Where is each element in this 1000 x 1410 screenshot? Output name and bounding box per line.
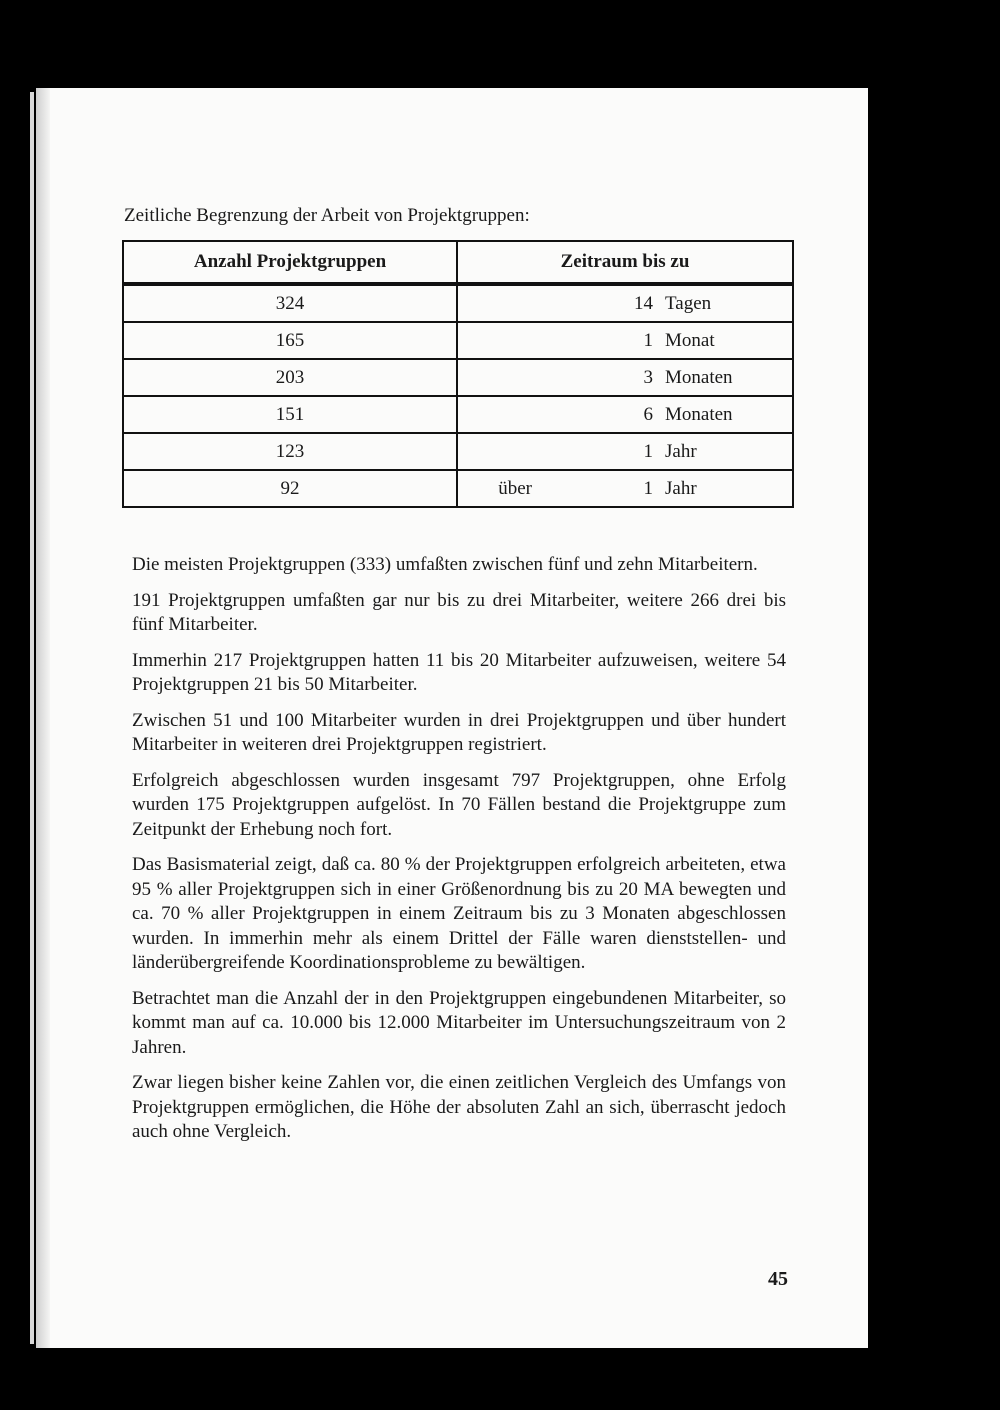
cell-period	[457, 284, 793, 322]
cell-count: 123	[123, 433, 457, 470]
cell-count: 151	[123, 396, 457, 433]
cell-period	[457, 322, 793, 359]
paragraph: Die meisten Projektgruppen (333) umfaßten zwischen fünf und zehn Mitarbeitern.	[132, 554, 758, 575]
paragraph: Betrachtet man die Anzahl der in den Projektgruppen eingebundenen Mitarbeiter, so kommt man auf ca. 10.000 bis 12.000 Mitarbeiter im Untersuchungszeitraum von 2 Jahren.	[132, 987, 786, 1058]
table-row	[123, 359, 793, 396]
table-header-row	[123, 241, 793, 284]
page-gutter-shadow	[36, 88, 50, 1348]
period-number: 1	[643, 477, 653, 499]
cell-period	[457, 396, 793, 433]
period-number: 6	[643, 403, 653, 425]
period-unit: Tagen	[665, 292, 712, 314]
paragraph: 191 Projektgruppen umfaßten gar nur bis zu drei Mitarbeiter, weitere 266 drei bis fünf Mitarbeiter.	[132, 589, 786, 635]
table-row	[123, 284, 793, 322]
period-unit: Monaten	[665, 403, 733, 425]
table-row	[123, 396, 793, 433]
project-group-duration-table	[122, 240, 794, 508]
cell-count: 324	[123, 284, 457, 322]
cell-period	[457, 470, 793, 507]
table-row	[123, 433, 793, 470]
page-number: 45	[768, 1268, 788, 1290]
body-text	[132, 553, 786, 1156]
cell-period	[457, 359, 793, 396]
table-row	[123, 322, 793, 359]
paragraph: Zwischen 51 und 100 Mitarbeiter wurden in drei Projektgruppen und über hundert Mitarbeiter in weiteren drei Projektgruppen registriert.	[132, 709, 786, 755]
period-unit: Monaten	[665, 366, 733, 388]
cell-count: 165	[123, 322, 457, 359]
column-header-count: Anzahl Projektgruppen	[123, 241, 457, 284]
period-number: 14	[634, 292, 653, 314]
period-number: 1	[643, 440, 653, 462]
paragraph: Erfolgreich abgeschlossen wurden insgesamt 797 Projektgruppen, ohne Erfolg wurden 175 Projektgruppen aufgelöst. In 70 Fällen bestand die Projektgruppe zum Zeitpunkt der Erhebung noch fort.	[132, 769, 786, 840]
period-prefix: über	[498, 477, 532, 499]
period-unit: Jahr	[665, 477, 697, 499]
paragraph: Immerhin 217 Projektgruppen hatten 11 bis 20 Mitarbeiter aufzuweisen, weitere 54 Projektgruppen 21 bis 50 Mitarbeiter.	[132, 649, 786, 695]
period-unit: Monat	[665, 329, 715, 351]
period-number: 1	[643, 329, 653, 351]
cell-count: 203	[123, 359, 457, 396]
cell-count: 92	[123, 470, 457, 507]
period-number: 3	[643, 366, 653, 388]
table-row	[123, 470, 793, 507]
column-header-period: Zeitraum bis zu	[457, 241, 793, 284]
cell-period	[457, 433, 793, 470]
book-spine-edge	[30, 92, 34, 1344]
table-caption: Zeitliche Begrenzung der Arbeit von Projektgruppen:	[124, 205, 530, 226]
paragraph: Das Basismaterial zeigt, daß ca. 80 % der Projektgruppen erfolgreich arbeiteten, etwa 95 % aller Projektgruppen sich in einer Größenordnung bis zu 20 MA bewegten und ca. 70 % aller Projektgruppen in einem Zeitraum bis zu 3 Monaten abgeschlossen wurden. In immerhin mehr als einem Drittel der Fälle waren dienststellen- und länderübergreifende Koordinationsprobleme zu bewältigen.	[132, 854, 786, 973]
period-unit: Jahr	[665, 440, 697, 462]
paragraph: Zwar liegen bisher keine Zahlen vor, die einen zeitlichen Vergleich des Umfangs von Projektgruppen ermöglichen, die Höhe der absoluten Zahl an sich, überrascht jedoch auch ohne Vergleich.	[132, 1072, 786, 1142]
